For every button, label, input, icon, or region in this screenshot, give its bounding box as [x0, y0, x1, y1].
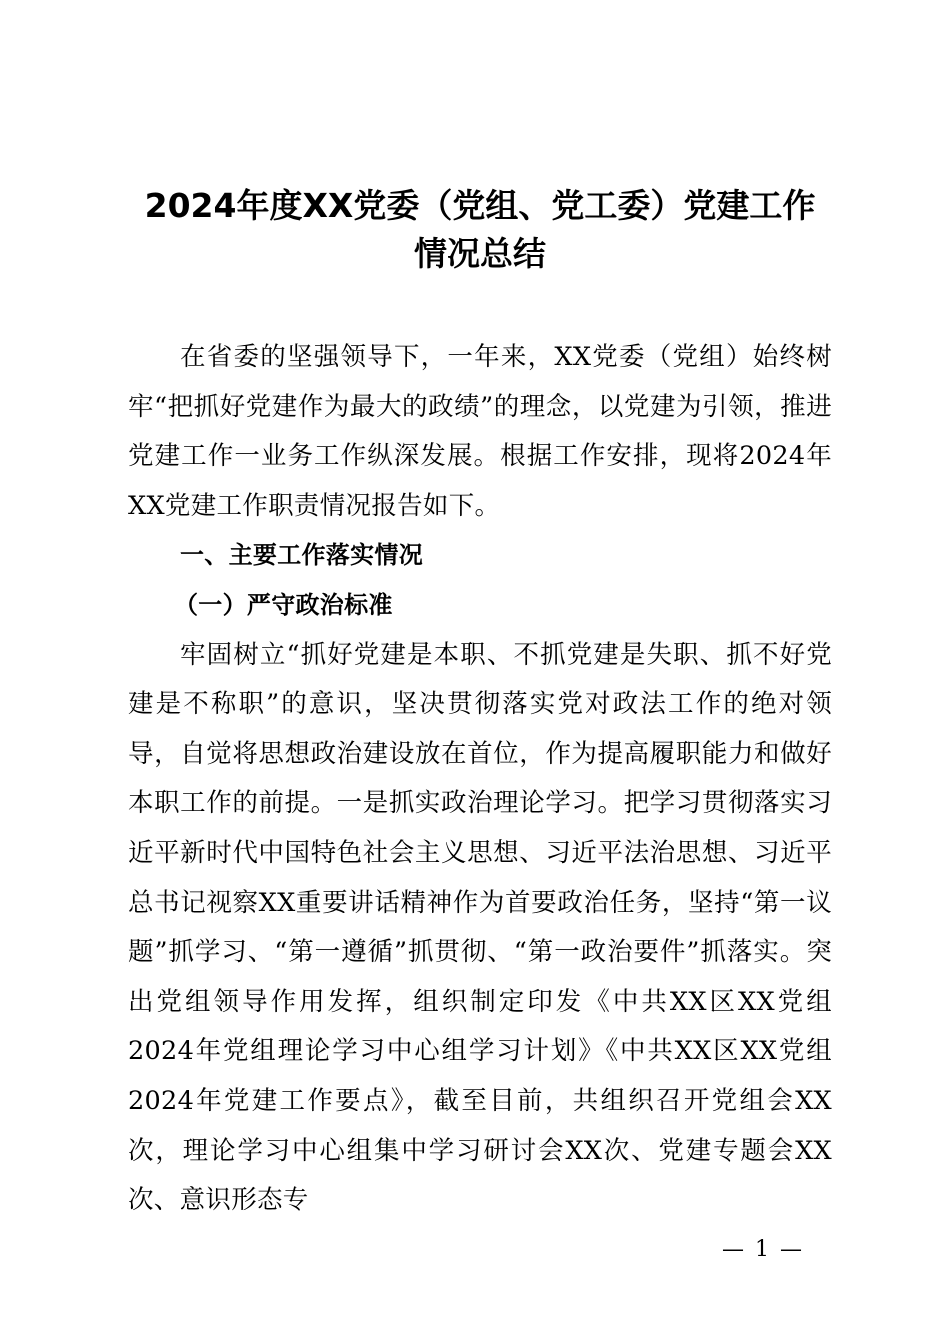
title-line-2: 情况总结 [414, 234, 546, 273]
title-line-1: 2024年度XX党委（党组、党工委）党建工作 [144, 186, 816, 225]
body-paragraph-2: 牢固树立“抓好党建是本职、不抓党建是失职、抓不好党建是不称职”的意识，坚决贯彻落实党对政法工作的绝对领导，自觉将思想政治建设放在首位，作为提高履职能力和做好本职工作的前提。一是抓实政治理论学习。把学习贯彻落实习近平新时代中国特色社会主义思想、习近平法治思想、习近平总书记视察XX重要讲话精神作为首要政治任务，坚持“第一议题”抓学习、“第一遵循”抓贯彻、“第一政治要件”抓落实。突出党组领导作用发挥，组织制定印发《中共XX区XX党组2024年党组理论学习中心组学习计划》《中共XX区XX党组2024年党建工作要点》，截至目前，共组织召开党组会XX次，理论学习中心组集中学习研讨会XX次、党建专题会XX次、意识形态专 [128, 639, 832, 1216]
intro-paragraph: 在省委的坚强领导下，一年来，XX党委（党组）始终树牢“把抓好党建作为最大的政绩”的理念，以党建为引领，推进党建工作一业务工作纵深发展。根据工作安排，现将2024年XX党建工作职责情况报告如下。 [128, 342, 832, 521]
document-body [128, 333, 832, 1226]
page-number: — 1 — [722, 1237, 804, 1262]
document-title [110, 182, 850, 278]
section-heading-1: 一、主要工作落实情况 [180, 541, 423, 570]
subsection-heading-1: （一）严守政治标准 [174, 590, 393, 619]
